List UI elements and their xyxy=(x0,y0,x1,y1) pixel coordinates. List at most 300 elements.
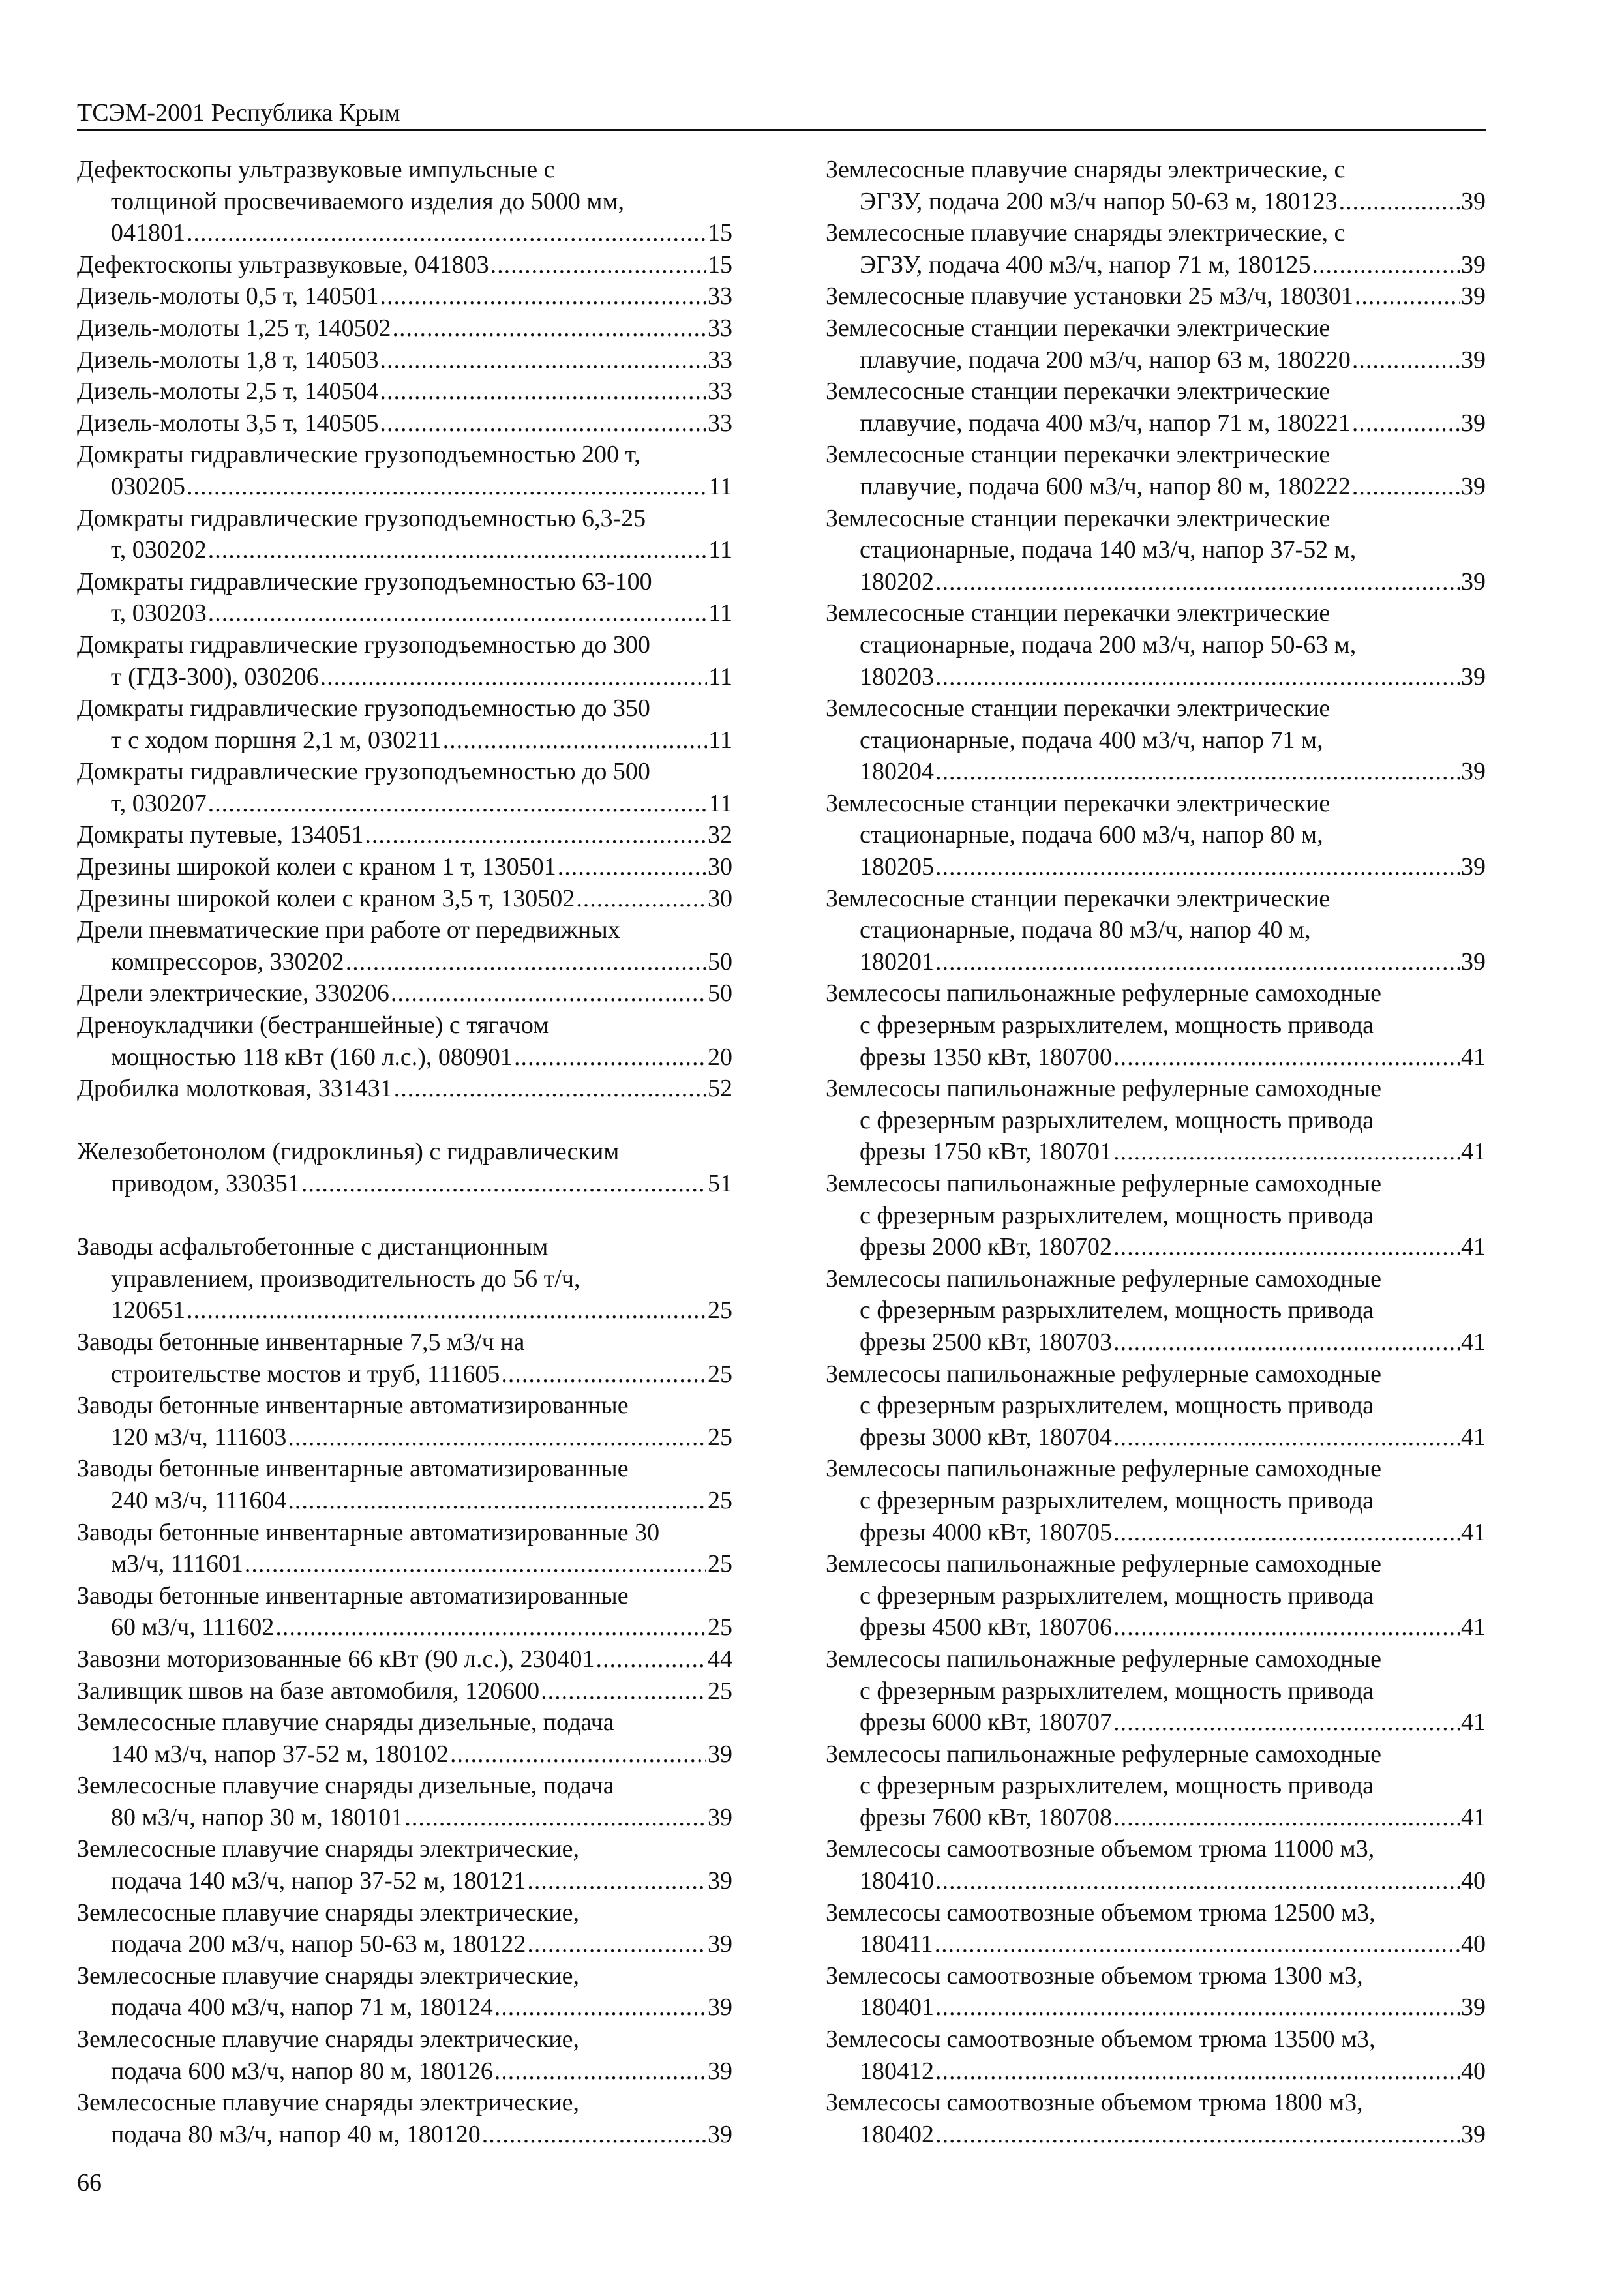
index-entry-text: Завозни моторизованные 66 кВт (90 л.с.), 230401 xyxy=(77,1645,595,1673)
index-entry-text: 180204 xyxy=(860,758,934,786)
index-entry-text: фрезы 2000 кВт, 180702 xyxy=(860,1233,1113,1261)
index-entry-line xyxy=(826,883,1486,915)
index-entry-text: Заводы бетонные инвентарные автоматизированные 30 xyxy=(77,1518,660,1546)
index-entry-line xyxy=(826,471,1486,503)
index-entry-text: Землесосы самоотвозные объемом трюма 1300 м3, xyxy=(826,1962,1363,1990)
index-entry-text: с фрезерным разрыхлителем, мощность привода xyxy=(860,1677,1374,1705)
index-entry-text: Заводы асфальтобетонные с дистанционным xyxy=(77,1233,549,1261)
index-entry xyxy=(826,154,1486,217)
index-entry-page: 40 xyxy=(1461,1867,1486,1895)
index-entry xyxy=(77,1770,732,1833)
dot-leader xyxy=(208,788,708,820)
index-entry-page: 32 xyxy=(708,821,732,849)
index-entry-line xyxy=(77,629,732,661)
index-entry-page: 11 xyxy=(708,663,732,691)
index-entry-line xyxy=(826,1865,1486,1897)
index-entry-text: стационарные, подача 600 м3/ч, напор 80 м, xyxy=(860,821,1323,849)
index-entry xyxy=(77,1326,732,1390)
index-entry-page: 11 xyxy=(708,789,732,817)
index-entry-line xyxy=(826,344,1486,376)
index-entry-text: с фрезерным разрыхлителем, мощность привода xyxy=(860,1106,1374,1134)
index-entry-line xyxy=(77,376,732,408)
index-entry-text: Землесосные плавучие снаряды электрические, xyxy=(77,1835,579,1863)
index-entry-line xyxy=(77,1580,732,1612)
index-entry-text: 180401 xyxy=(860,1994,934,2022)
index-entry-text: мощностью 118 кВт (160 л.с.), 080901 xyxy=(111,1043,513,1071)
index-entry-line xyxy=(826,1294,1486,1326)
dot-leader xyxy=(187,217,706,249)
index-entry-line xyxy=(77,1136,732,1168)
index-entry-line xyxy=(77,2087,732,2119)
index-entry-line xyxy=(77,1263,732,1295)
index-entry-line xyxy=(77,1928,732,1960)
index-entry-page: 25 xyxy=(708,1677,732,1705)
index-entry-line xyxy=(826,534,1486,566)
index-entry-line xyxy=(826,154,1486,186)
dot-leader xyxy=(450,1739,706,1771)
index-entry-line xyxy=(77,439,732,471)
index-entry-text: фрезы 6000 кВт, 180707 xyxy=(860,1709,1113,1737)
index-entry-page: 39 xyxy=(1461,948,1486,976)
index-entry-page: 39 xyxy=(1461,472,1486,500)
index-entry-text: м3/ч, 111601 xyxy=(111,1550,243,1578)
index-entry-text: Землесосы папильонажные рефулерные самоходные xyxy=(826,1264,1382,1293)
index-entry-text: Домкраты гидравлические грузоподъемностью 6,3-25 xyxy=(77,504,646,532)
index-entry xyxy=(77,503,732,566)
index-entry-page: 39 xyxy=(708,1740,732,1768)
index-entry-page: 11 xyxy=(708,472,732,500)
dot-leader xyxy=(208,597,708,629)
dot-leader xyxy=(1113,1041,1460,1073)
index-entry-text: Дизель-молоты 0,5 т, 140501 xyxy=(77,282,379,310)
index-entry xyxy=(826,1453,1486,1548)
index-entry-text: фрезы 2500 кВт, 180703 xyxy=(860,1328,1113,1356)
index-entry-text: с фрезерным разрыхлителем, мощность привода xyxy=(860,1392,1374,1420)
index-entry-line xyxy=(77,1517,732,1549)
section-gap xyxy=(77,1105,732,1137)
index-entry-line xyxy=(77,2056,732,2087)
index-entry-page: 15 xyxy=(708,219,732,247)
dot-leader xyxy=(1113,1611,1460,1643)
index-entry-line xyxy=(77,1992,732,2024)
index-entry xyxy=(826,1897,1486,1960)
index-entry-line xyxy=(826,1739,1486,1771)
dot-leader xyxy=(1113,1422,1460,1454)
index-entry-page: 39 xyxy=(708,1867,732,1895)
index-entry-line xyxy=(826,1326,1486,1358)
index-entry-text: Землесосные станции перекачки электрические xyxy=(826,599,1331,627)
index-entry-text: компрессоров, 330202 xyxy=(111,948,344,976)
index-entry-page: 39 xyxy=(1461,409,1486,437)
index-entry-line xyxy=(826,439,1486,471)
index-entry xyxy=(77,1136,732,1199)
dot-leader xyxy=(935,756,1460,788)
dot-leader xyxy=(275,1611,706,1643)
index-entry-page: 41 xyxy=(1461,1233,1486,1261)
index-entry-text: Дизель-молоты 1,25 т, 140502 xyxy=(77,314,391,342)
index-entry xyxy=(77,2087,732,2150)
index-entry xyxy=(826,2024,1486,2087)
index-entry-text: Землесосные станции перекачки электрические xyxy=(826,378,1331,406)
index-entry-line xyxy=(826,1517,1486,1549)
index-entry-text: подача 140 м3/ч, напор 37-52 м, 180121 xyxy=(111,1867,526,1895)
index-entry-line xyxy=(77,1358,732,1390)
index-entry-text: Землесосные станции перекачки электрические xyxy=(826,504,1331,532)
index-entry-text: стационарные, подача 80 м3/ч, напор 40 м, xyxy=(860,916,1311,944)
index-entry-text: Заливщик швов на базе автомобиля, 120600 xyxy=(77,1677,540,1705)
dot-leader xyxy=(404,1802,706,1834)
index-entry-line xyxy=(826,1453,1486,1485)
index-entry-text: с фрезерным разрыхлителем, мощность привода xyxy=(860,1296,1374,1324)
index-entry-line xyxy=(77,1770,732,1802)
index-entry-text: Дрели электрические, 330206 xyxy=(77,980,389,1008)
index-entry-text: Дреноукладчики (бестраншейные) с тягачом xyxy=(77,1011,549,1040)
index-entry-page: 41 xyxy=(1461,1328,1486,1356)
index-entry-line xyxy=(77,661,732,693)
index-entry-text: толщиной просвечиваемого изделия до 5000 мм, xyxy=(111,187,624,215)
index-entry-text: Землесосные плавучие снаряды электрические, с xyxy=(826,219,1346,247)
index-entry-page: 33 xyxy=(708,409,732,437)
index-entry-line xyxy=(826,1358,1486,1390)
dot-leader xyxy=(380,376,706,408)
dot-leader xyxy=(1352,471,1460,503)
index-entry-text: Дробилка молотковая, 331431 xyxy=(77,1075,393,1103)
index-entry xyxy=(77,1833,732,1896)
index-entry-line xyxy=(826,978,1486,1010)
index-entry-line xyxy=(826,1010,1486,1041)
index-entry-text: Землесосы папильонажные рефулерные самоходные xyxy=(826,1170,1382,1197)
index-entry-line xyxy=(826,1105,1486,1137)
dot-leader xyxy=(514,1041,706,1073)
dot-leader xyxy=(935,1865,1460,1897)
index-entry-line xyxy=(826,1675,1486,1707)
index-entry-text: 180402 xyxy=(860,2120,934,2148)
dot-leader xyxy=(208,534,708,566)
index-entry-line xyxy=(826,1960,1486,1992)
dot-leader xyxy=(935,661,1460,693)
index-entry-page: 11 xyxy=(708,599,732,627)
index-entry-text: 030205 xyxy=(111,472,185,500)
index-entry xyxy=(826,1739,1486,1834)
index-entry-line xyxy=(77,978,732,1010)
index-entry-line xyxy=(826,186,1486,218)
index-entry xyxy=(77,2024,732,2087)
index-entry-page: 41 xyxy=(1461,1043,1486,1071)
index-entry-line xyxy=(826,1897,1486,1929)
index-entry-text: 180205 xyxy=(860,853,934,881)
index-entry-line xyxy=(826,1992,1486,2024)
index-entry-line xyxy=(77,2024,732,2056)
index-entry xyxy=(77,1707,732,1770)
index-entry-line xyxy=(826,2119,1486,2151)
index-entry xyxy=(826,439,1486,502)
index-entry-line xyxy=(826,2024,1486,2056)
index-entry-line xyxy=(77,503,732,535)
index-entry-line xyxy=(77,1453,732,1485)
index-entry-line xyxy=(77,1326,732,1358)
index-entry-line xyxy=(77,1865,732,1897)
index-entry-text: с фрезерным разрыхлителем, мощность привода xyxy=(860,1201,1374,1229)
index-entry-text: с фрезерным разрыхлителем, мощность привода xyxy=(860,1772,1374,1800)
dot-leader xyxy=(558,851,706,883)
index-entry-line xyxy=(826,946,1486,978)
dot-leader xyxy=(320,661,708,693)
index-entry-line xyxy=(77,1390,732,1422)
index-entry-line xyxy=(826,819,1486,851)
index-entry-text: Домкраты гидравлические грузоподъемностью до 500 xyxy=(77,758,650,786)
index-entry-text: 180410 xyxy=(860,1867,934,1895)
index-entry xyxy=(826,2087,1486,2150)
index-entry-text: Землесосы папильонажные рефулерные самоходные xyxy=(826,1360,1382,1388)
index-entry-text: плавучие, подача 200 м3/ч, напор 63 м, 180220 xyxy=(860,346,1351,374)
index-entry-text: Землесосные плавучие снаряды электрические, xyxy=(77,2026,579,2054)
index-entry-text: с фрезерным разрыхлителем, мощность привода xyxy=(860,1486,1374,1514)
index-entry-text: 80 м3/ч, напор 30 м, 180101 xyxy=(111,1803,404,1831)
index-entry-line xyxy=(826,280,1486,312)
index-entry-line xyxy=(77,1294,732,1326)
index-entry-text: Дрели пневматические при работе от передвижных xyxy=(77,916,620,944)
dot-leader xyxy=(1355,280,1460,312)
index-entry-text: т, 030203 xyxy=(111,599,207,627)
index-entry xyxy=(77,819,732,851)
index-entry-text: Землесосные плавучие установки 25 м3/ч, 180301 xyxy=(826,282,1353,310)
index-entry xyxy=(77,1643,732,1675)
index-entry-text: т (ГДЗ-300), 030206 xyxy=(111,663,319,691)
index-entry-line xyxy=(77,914,732,946)
index-entry-line xyxy=(77,471,732,503)
index-entry-page: 33 xyxy=(708,346,732,374)
index-entry xyxy=(826,217,1486,280)
dot-leader xyxy=(595,1643,706,1675)
index-entry-page: 33 xyxy=(708,378,732,406)
index-entry xyxy=(77,249,732,281)
dot-leader xyxy=(443,725,708,756)
index-entry-line xyxy=(826,1928,1486,1960)
index-entry-text: Землесосы самоотвозные объемом трюма 12500 м3, xyxy=(826,1898,1376,1926)
index-entry-text: Землесосные станции перекачки электрические xyxy=(826,695,1331,723)
index-entry-text: Домкраты гидравлические грузоподъемностью до 300 xyxy=(77,631,650,659)
dot-leader xyxy=(301,1168,706,1200)
index-entry-page: 39 xyxy=(1461,187,1486,215)
index-entry-page: 39 xyxy=(708,1930,732,1958)
index-entry xyxy=(77,1390,732,1453)
index-entry-page: 51 xyxy=(708,1170,732,1197)
index-entry-page: 39 xyxy=(1461,1994,1486,2022)
index-entry-page: 25 xyxy=(708,1360,732,1388)
index-entry-line xyxy=(77,154,732,186)
dot-leader xyxy=(391,978,706,1010)
index-entry-line xyxy=(826,597,1486,629)
index-entry-line xyxy=(826,1263,1486,1295)
index-entry-text: Землесосные плавучие снаряды электрические, xyxy=(77,2089,579,2117)
dot-leader xyxy=(1113,1231,1460,1263)
index-entry-text: Дизель-молоты 2,5 т, 140504 xyxy=(77,378,379,406)
index-entry-text: Домкраты гидравлические грузоподъемностью до 350 xyxy=(77,695,650,723)
index-entry-line xyxy=(77,312,732,344)
index-entry-line xyxy=(77,725,732,756)
dot-leader xyxy=(380,408,706,440)
index-entry-line xyxy=(826,1485,1486,1517)
dot-leader xyxy=(935,1992,1460,2024)
index-entry-line xyxy=(77,1707,732,1739)
index-entry-text: Заводы бетонные инвентарные автоматизированные xyxy=(77,1455,629,1483)
index-entry-text: ЭГЗУ, подача 400 м3/ч, напор 71 м, 180125 xyxy=(860,250,1311,278)
index-entry-line xyxy=(826,1041,1486,1073)
index-entry-page: 41 xyxy=(1461,1803,1486,1831)
index-entry xyxy=(77,756,732,819)
index-entry xyxy=(826,597,1486,693)
index-entry-text: т с ходом поршня 2,1 м, 030211 xyxy=(111,726,442,754)
index-entry-text: Землесосы папильонажные рефулерные самоходные xyxy=(826,1740,1382,1768)
index-entry-line xyxy=(77,280,732,312)
index-entry xyxy=(826,312,1486,376)
index-entry-line xyxy=(77,1422,732,1454)
index-entry-text: Дрезины широкой колеи с краном 1 т, 130501 xyxy=(77,853,556,881)
index-entry-text: Землесосы папильонажные рефулерные самоходные xyxy=(826,1075,1382,1103)
index-entry-line xyxy=(77,1073,732,1105)
dot-leader xyxy=(1113,1326,1460,1358)
index-entry-page: 25 xyxy=(708,1613,732,1641)
index-entry-line xyxy=(826,661,1486,693)
index-entry xyxy=(77,1010,732,1073)
index-entry-text: подача 80 м3/ч, напор 40 м, 180120 xyxy=(111,2120,481,2148)
index-entry xyxy=(826,693,1486,788)
dot-leader xyxy=(288,1485,706,1517)
index-entry xyxy=(77,1073,732,1105)
dot-leader xyxy=(576,883,706,915)
dot-leader xyxy=(392,312,706,344)
index-entry-page: 25 xyxy=(708,1423,732,1451)
index-entry xyxy=(77,344,732,376)
index-entry xyxy=(77,1517,732,1580)
index-entry-page: 39 xyxy=(1461,758,1486,786)
index-entry-page: 40 xyxy=(1461,2057,1486,2085)
index-entry-line xyxy=(77,534,732,566)
index-entry-line xyxy=(826,408,1486,440)
index-entry-text: ЭГЗУ, подача 200 м3/ч напор 50-63 м, 180123 xyxy=(860,187,1338,215)
index-entry-page: 39 xyxy=(708,1803,732,1831)
index-entry-text: Заводы бетонные инвентарные 7,5 м3/ч на xyxy=(77,1328,525,1356)
index-entry-page: 15 xyxy=(708,250,732,278)
index-entry-page: 25 xyxy=(708,1296,732,1324)
index-entry xyxy=(826,1263,1486,1358)
index-entry-line xyxy=(826,693,1486,725)
index-entry-text: 180202 xyxy=(860,567,934,595)
index-entry-text: плавучие, подача 600 м3/ч, напор 80 м, 180222 xyxy=(860,472,1351,500)
index-entry-text: Дизель-молоты 1,8 т, 140503 xyxy=(77,346,379,374)
index-entry xyxy=(77,566,732,629)
index-entry-line xyxy=(826,1073,1486,1105)
index-entry-line xyxy=(826,756,1486,788)
dot-leader xyxy=(1352,344,1460,376)
index-entry-line xyxy=(826,851,1486,883)
index-entry-line xyxy=(826,1200,1486,1232)
index-entry-text: фрезы 1750 кВт, 180701 xyxy=(860,1138,1113,1166)
index-entry-line xyxy=(77,1960,732,1992)
dot-leader xyxy=(935,2056,1460,2087)
index-entry-text: фрезы 1350 кВт, 180700 xyxy=(860,1043,1113,1071)
index-entry-text: приводом, 330351 xyxy=(111,1170,300,1197)
index-entry xyxy=(826,1960,1486,2024)
index-entry xyxy=(826,503,1486,598)
index-entry-page: 39 xyxy=(1461,853,1486,881)
index-entry-line xyxy=(826,1422,1486,1454)
index-entry-page: 41 xyxy=(1461,1709,1486,1737)
index-entry-text: Заводы бетонные инвентарные автоматизированные xyxy=(77,1392,629,1420)
index-entry xyxy=(77,1231,732,1326)
index-entry-line xyxy=(77,819,732,851)
dot-leader xyxy=(1113,1136,1460,1168)
index-entry xyxy=(77,439,732,502)
index-entry-text: подача 600 м3/ч, напор 80 м, 180126 xyxy=(111,2057,493,2085)
index-entry-text: фрезы 7600 кВт, 180708 xyxy=(860,1803,1113,1831)
index-entry-text: Дрезины широкой колеи с краном 3,5 т, 130502 xyxy=(77,884,575,912)
index-entry-line xyxy=(77,788,732,820)
index-entry xyxy=(77,154,732,249)
dot-leader xyxy=(541,1675,706,1707)
index-entry-text: Землесосные плавучие снаряды электрические, с xyxy=(826,156,1346,183)
header-divider xyxy=(77,129,1486,131)
dot-leader xyxy=(187,1294,706,1326)
index-entry-text: с фрезерным разрыхлителем, мощность привода xyxy=(860,1581,1374,1609)
index-entry-page: 20 xyxy=(708,1043,732,1071)
dot-leader xyxy=(527,1865,706,1897)
index-entry-line xyxy=(77,186,732,218)
dot-leader xyxy=(1312,249,1460,281)
dot-leader xyxy=(1113,1707,1460,1739)
dot-leader xyxy=(501,1358,706,1390)
index-entry-text: строительстве мостов и труб, 111605 xyxy=(111,1360,500,1388)
index-entry-line xyxy=(77,597,732,629)
dot-leader xyxy=(1113,1802,1460,1834)
index-entry-page: 39 xyxy=(708,1994,732,2022)
index-entry-text: 120 м3/ч, 111603 xyxy=(111,1423,287,1451)
index-entry-line xyxy=(77,1802,732,1834)
index-entry xyxy=(77,629,732,693)
index-entry-line xyxy=(826,1231,1486,1263)
index-entry-text: с фрезерным разрыхлителем, мощность привода xyxy=(860,1011,1374,1040)
index-entry-text: Дефектоскопы ультразвуковые импульсные с xyxy=(77,156,555,183)
dot-leader xyxy=(935,851,1460,883)
index-column-left xyxy=(77,154,732,2150)
index-entry-page: 11 xyxy=(708,536,732,564)
index-entry xyxy=(826,1833,1486,1896)
page-header: ТСЭМ-2001 Республика Крым xyxy=(77,99,400,127)
index-entry-line xyxy=(77,1485,732,1517)
dot-leader xyxy=(1352,408,1460,440)
index-entry xyxy=(826,1548,1486,1643)
index-entry-line xyxy=(826,1707,1486,1739)
index-entry-page: 44 xyxy=(708,1645,732,1673)
dot-leader xyxy=(346,946,706,978)
index-entry-text: управлением, производительность до 56 т/ч, xyxy=(111,1264,580,1293)
index-entry-line xyxy=(826,629,1486,661)
index-entry xyxy=(77,1960,732,2024)
index-entry-text: стационарные, подача 200 м3/ч, напор 50-63 м, xyxy=(860,631,1357,659)
index-entry-text: Землесосные станции перекачки электрические xyxy=(826,789,1331,817)
dot-leader xyxy=(482,2119,706,2151)
index-entry-page: 33 xyxy=(708,282,732,310)
index-entry-line xyxy=(826,1833,1486,1865)
dot-leader xyxy=(935,946,1460,978)
index-entry-line xyxy=(826,2087,1486,2119)
index-entry xyxy=(826,376,1486,439)
index-entry xyxy=(77,408,732,440)
dot-leader xyxy=(394,1073,706,1105)
index-entry-text: т, 030202 xyxy=(111,536,207,564)
index-column-right xyxy=(826,154,1486,2150)
index-entry-line xyxy=(826,1548,1486,1580)
